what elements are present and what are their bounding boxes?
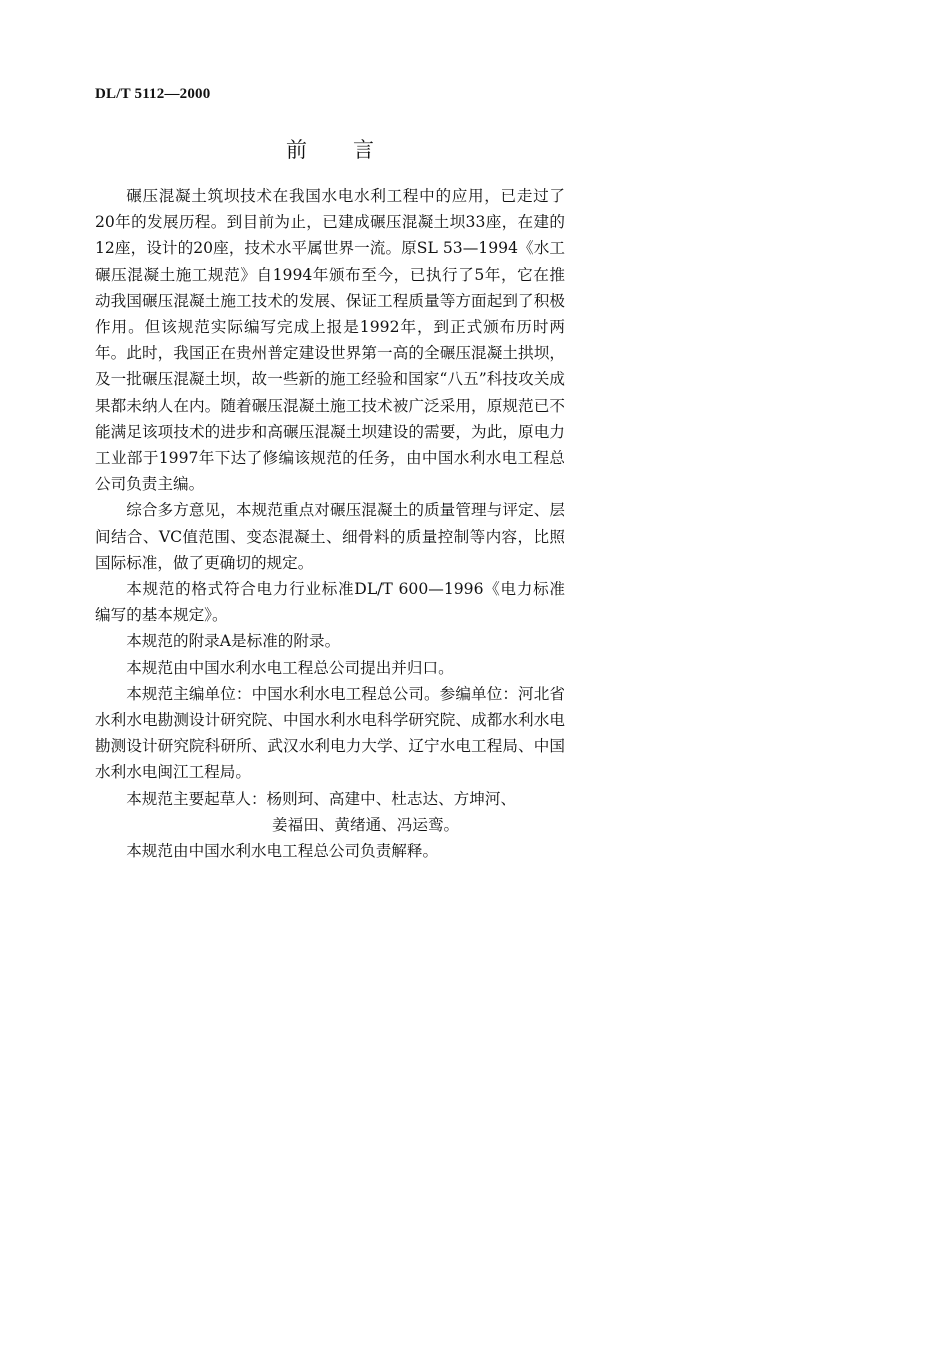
paragraph-background: 碾压混凝土筑坝技术在我国水电水利工程中的应用，已走过了20年的发展历程。到目前为止，已建成碾压混凝土坝33座，在建的12座，设计的20座，技术水平属世界一流。原SL 53—1994《水工碾压混凝土施工规范》自1994年颁布至今，已执行了5年，它在推动我国碾压混凝土施工技术的发展、保证工程质量等方面起到了积极作用。但该规范实际编写完成上报是1992年，到正式颁布历时两年。此时，我国正在贵州普定建设世界第一高的全碾压混凝土拱坝，及一批碾压混凝土坝，故一些新的施工经验和国家“八五”科技攻关成果都未纳人在内。随着碾压混凝土施工技术被广泛采用，原规范已不能满足该项技术的进步和高碾压混凝土坝建设的需要，为此，原电力工业部于1997年下达了修编该规范的任务，由中国水利水电工程总公司负责主编。: [95, 187, 565, 494]
paragraph-format: 本规范的格式符合电力行业标准DL/T 600—1996《电力标准编写的基本规定》。: [95, 580, 565, 625]
title-char-1: 前: [286, 138, 307, 162]
foreword-body: [95, 183, 565, 864]
standard-code: DL/T 5112—2000: [95, 86, 211, 102]
paragraph-interpretation: 本规范由中国水利水电工程总公司负责解释。: [126, 842, 439, 861]
paragraph-appendix: 本规范的附录A是标准的附录。: [126, 632, 341, 651]
title-char-2: 言: [353, 138, 374, 162]
paragraph-units: 本规范主编单位：中国水利水电工程总公司。参编单位：河北省水利水电勘测设计研究院、中国水利水电科学研究院、成都水利水电勘测设计研究院科研所、武汉水利电力大学、辽宁水电工程局、中国水利水电闽江工程局。: [95, 684, 565, 782]
section-title: [0, 134, 660, 164]
paragraph-drafters-continued: 姜福田、黄绪通、冯运鸾。: [272, 815, 460, 834]
paragraph-proposer: 本规范由中国水利水电工程总公司提出并归口。: [126, 658, 454, 677]
paragraph-drafters: 本规范主要起草人：杨则珂、高建中、杜志达、方坤河、: [126, 789, 517, 808]
paragraph-scope: 综合多方意见，本规范重点对碾压混凝土的质量管理与评定、层间结合、VC值范围、变态混凝土、细骨料的质量控制等内容，比照国际标准，做了更确切的规定。: [95, 501, 565, 572]
